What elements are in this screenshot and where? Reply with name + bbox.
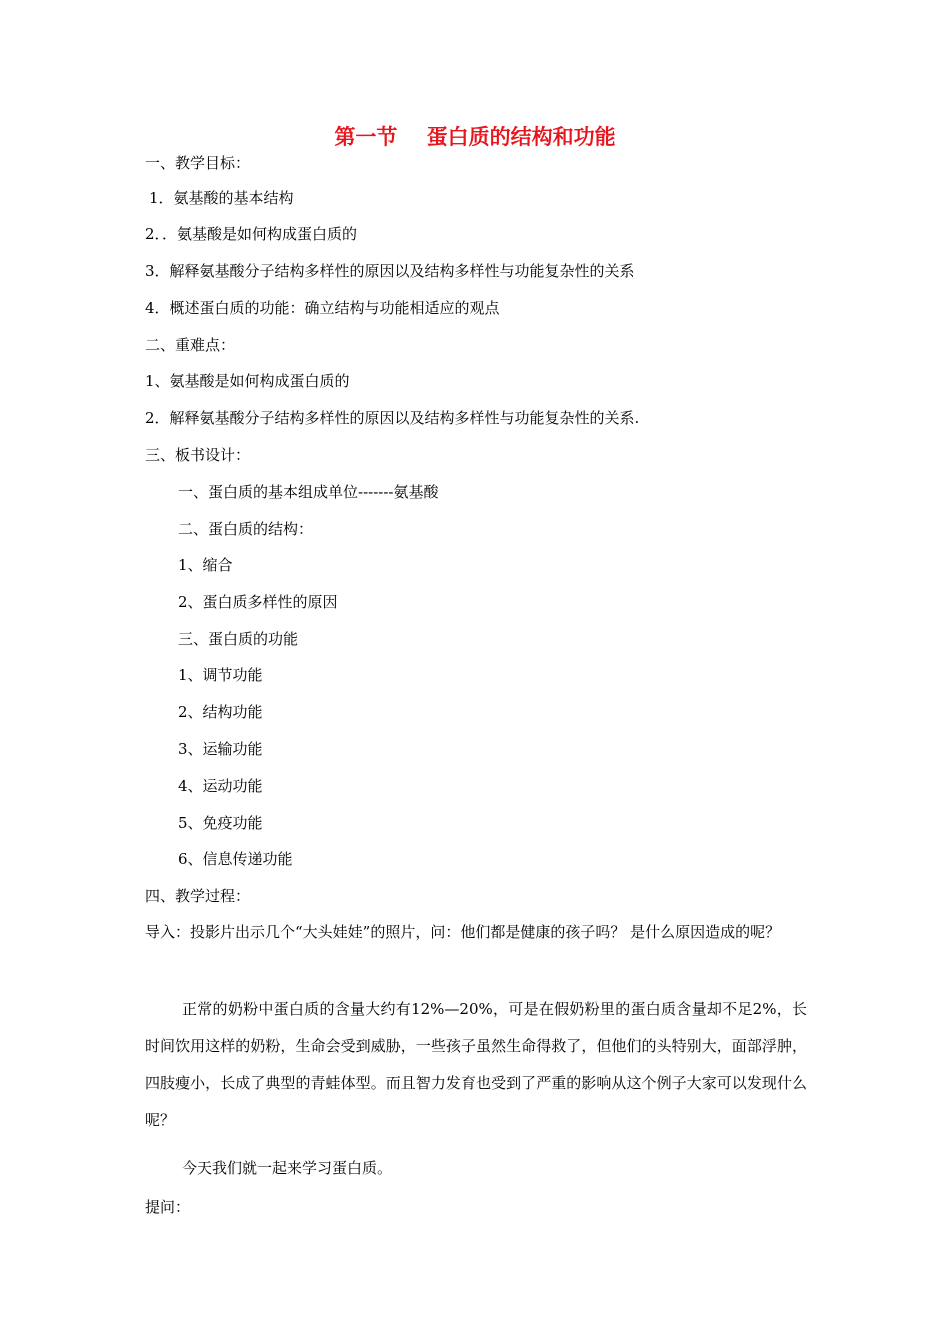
board-item: 5、免疫功能 xyxy=(178,814,263,832)
goals-heading: 一、教学目标： xyxy=(145,154,251,172)
board-item: 6、信息传递功能 xyxy=(178,850,293,868)
key-point-item: 2．解释氨基酸分子结构多样性的原因以及结构多样性与功能复杂性的关系. xyxy=(145,409,640,427)
goal-item: 3．解释氨基酸分子结构多样性的原因以及结构多样性与功能复杂性的关系 xyxy=(145,262,635,280)
board-item: 二、蛋白质的结构： xyxy=(178,520,314,538)
board-item: 2、结构功能 xyxy=(178,703,263,721)
goal-item: 1．氨基酸的基本结构 xyxy=(149,189,294,207)
document-title: 第一节 蛋白质的结构和功能 xyxy=(334,125,616,149)
intro-paragraph: 导入：投影片出示几个“大头娃娃”的照片，问：他们都是健康的孩子吗？ 是什么原因造成的呢？ xyxy=(145,923,781,941)
board-item: 2、蛋白质多样性的原因 xyxy=(178,593,338,611)
board-item: 4、运动功能 xyxy=(178,777,263,795)
body-paragraph: 今天我们就一起来学习蛋白质。 xyxy=(182,1159,393,1177)
goal-item: 2．．氨基酸是如何构成蛋白质的 xyxy=(145,225,358,243)
board-heading: 三、板书设计： xyxy=(145,446,251,464)
question-label: 提问： xyxy=(145,1198,191,1216)
body-paragraph: 正常的奶粉中蛋白质的含量大约有12%—20%，可是在假奶粉里的蛋白质含量却不足2%，长时间饮用这样的奶粉，生命会受到威胁，一些孩子虽然生命得救了，但他们的头特别大，面部浮肿，四肢瘦小，长成了典型的青蛙体型。而且智力发育也受到了严重的影响从这个例子大家可以发现什么呢？ xyxy=(145,1000,807,1129)
process-heading: 四、教学过程： xyxy=(145,887,251,905)
board-item: 1、调节功能 xyxy=(178,666,263,684)
board-item: 3、运输功能 xyxy=(178,740,263,758)
key-point-item: 1、氨基酸是如何构成蛋白质的 xyxy=(145,372,350,390)
board-item: 一、蛋白质的基本组成单位-------氨基酸 xyxy=(178,483,439,501)
board-item: 三、蛋白质的功能 xyxy=(178,630,299,648)
board-item: 1、缩合 xyxy=(178,556,233,574)
goal-item: 4．概述蛋白质的功能：确立结构与功能相适应的观点 xyxy=(145,299,500,317)
key-points-heading: 二、重难点： xyxy=(145,336,236,354)
